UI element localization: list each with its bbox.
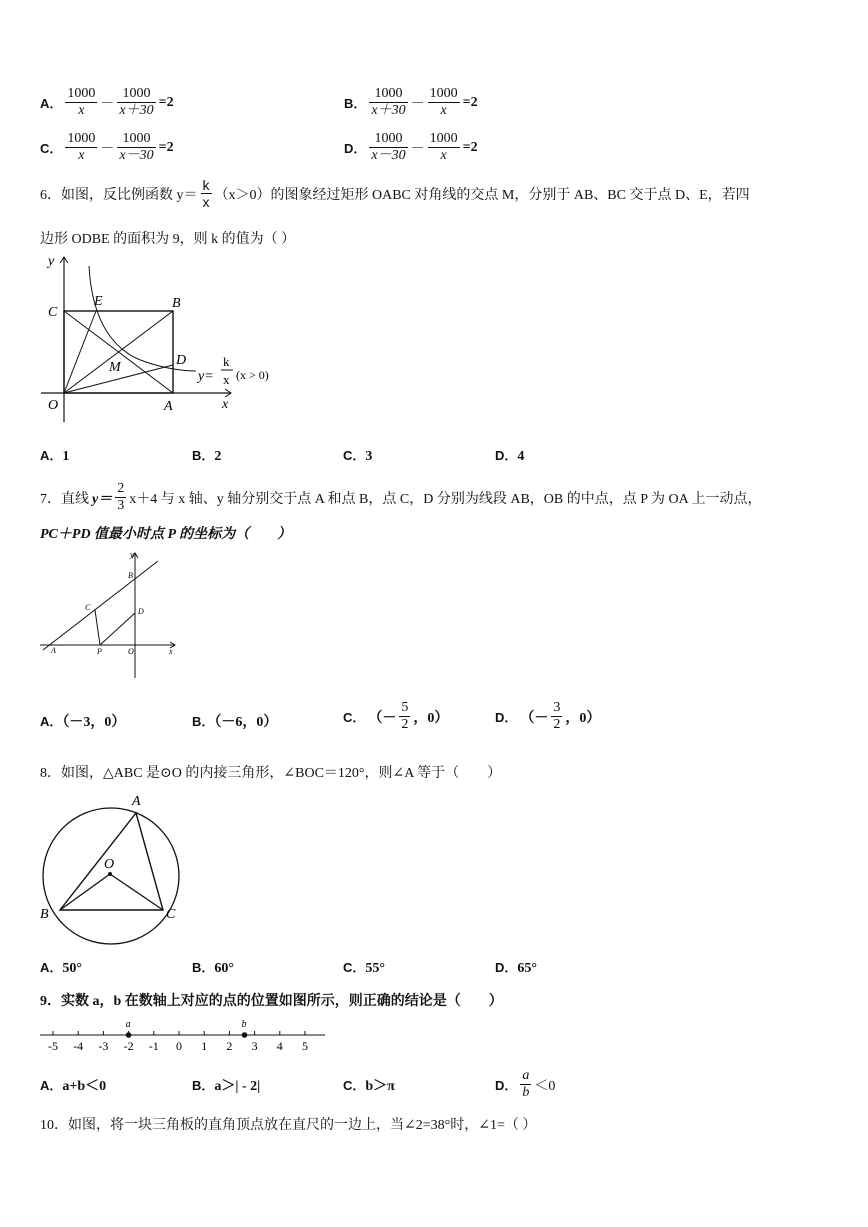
fraction: $\frac{1000}{x+30}$ <box>119 86 154 119</box>
q9-number-line <box>38 1014 330 1059</box>
fig-label-b: B <box>172 296 181 311</box>
fig-label-d: D <box>138 607 144 616</box>
fig-label-y: y <box>130 550 134 559</box>
q5-option-c[interactable]: C． $\frac{1000}{x}$ － $\frac{1000}{x-30}$ =2 <box>40 131 174 164</box>
q7-figure <box>38 548 183 683</box>
tick-label: -3 <box>98 1039 109 1053</box>
fraction: $\frac{1000}{x-30}$ <box>371 131 406 164</box>
q8-figure <box>36 790 196 950</box>
tick-label: 2 <box>226 1039 233 1053</box>
fraction: $\frac{1000}{x+30}$ <box>371 86 406 119</box>
q9-options <box>40 1068 640 1108</box>
fraction: $\frac{1000}{x}$ <box>429 86 458 119</box>
q9-option-b[interactable]: B．a＞| - 2| <box>192 1078 261 1094</box>
fig-label-c: C <box>85 603 91 612</box>
fraction: $\frac{1000}{x}$ <box>429 131 458 164</box>
fig-label-p: P <box>97 647 102 656</box>
q6-question-line2: 边形 ODBE 的面积为 9，则 k 的值为（ ） <box>40 232 296 247</box>
option-label: B． <box>344 96 367 112</box>
point-b-label: b <box>241 1019 247 1030</box>
fraction: $\frac{1000}{x}$ <box>67 86 96 119</box>
q7-question-line1: 7．直线 y＝ $\frac{2}{3}$ x＋4 与 x 轴、y 轴分别交于点 A 和点 B，点 C，D 分别为线段 AB，OB 的中点，点 P 为 OA 上一动点， <box>40 481 762 514</box>
fraction: $\frac{1000}{x}$ <box>67 131 96 164</box>
fig-label-y: y <box>48 254 55 269</box>
q5-option-b[interactable]: B． $\frac{1000}{x+30}$ － $\frac{1000}{x}$ =2 <box>344 86 478 119</box>
q9-option-a[interactable]: A．a+b＜0 <box>40 1078 107 1094</box>
fig-label-m: M <box>109 360 121 375</box>
fig-label-e: E <box>94 294 103 309</box>
tick-label: 4 <box>276 1039 283 1053</box>
fig-label-a: A <box>164 399 173 414</box>
fig-label-x: x <box>222 397 229 412</box>
option-label: A． <box>40 96 63 112</box>
tick-label: 0 <box>176 1039 182 1053</box>
tick-label: 3 <box>251 1039 258 1053</box>
option-label: C． <box>40 141 63 157</box>
q10-question: 10．如图，将一块三角板的直角顶点放在直尺的一边上，当∠2=38°时，∠1=（ ） <box>40 1118 537 1133</box>
q9-option-d[interactable]: D． $\frac{a}{b}$ ＜0 <box>495 1068 556 1101</box>
fig-label-c: C <box>166 907 176 922</box>
q8-option-a[interactable]: A．50° <box>40 960 82 976</box>
equation-rhs: =2 <box>158 139 174 155</box>
fig-label-o: O <box>104 857 115 872</box>
q7-option-b[interactable]: B．（－6，0） <box>192 714 278 730</box>
q5-option-d[interactable]: D． $\frac{1000}{x-30}$ － $\frac{1000}{x}$ =2 <box>344 131 478 164</box>
q9-option-c[interactable]: C．b＞π <box>343 1078 395 1094</box>
tick-label: -4 <box>73 1039 84 1053</box>
fig-label-d: D <box>176 353 187 368</box>
q6-option-a[interactable]: A．1 <box>40 448 70 464</box>
fig-label-a: A <box>51 646 56 655</box>
option-label: D． <box>344 141 367 157</box>
q6-question-line1: 6．如图，反比例函数 y＝ $\frac{k}{x}$ （x＞0）的图象经过矩形 OABC 对角线的交点 M，分别于 AB、BC 交于点 D、E，若四 <box>40 177 750 211</box>
q6-option-c[interactable]: C．3 <box>343 448 373 464</box>
tick-label: 5 <box>302 1039 308 1053</box>
curve-label-x: x <box>223 372 230 387</box>
fig-label-b: B <box>40 907 49 922</box>
fig-label-o: O <box>128 647 134 656</box>
point-a-label: a <box>125 1019 131 1030</box>
fraction: $\frac{k}{x}$ <box>202 177 210 211</box>
equation-rhs: =2 <box>462 94 478 110</box>
tick-label: -2 <box>123 1039 134 1053</box>
q8-option-d[interactable]: D．65° <box>495 960 537 976</box>
fig-label-c: C <box>48 305 58 320</box>
tick-label: -1 <box>148 1039 159 1053</box>
equation-rhs: =2 <box>462 139 478 155</box>
q7-option-a[interactable]: A．（－3，0） <box>40 714 126 730</box>
fig-label-o: O <box>48 398 59 413</box>
q5-option-a[interactable]: A． $\frac{1000}{x}$ － $\frac{1000}{x+30}$ =2 <box>40 86 174 119</box>
fraction: $\frac{2}{3}$ <box>117 481 125 514</box>
q6-option-b[interactable]: B．2 <box>192 448 222 464</box>
fraction: $\frac{1000}{x-30}$ <box>119 131 154 164</box>
fig-label-x: x <box>169 647 173 656</box>
fig-label-b: B <box>128 571 133 580</box>
q8-option-c[interactable]: C．55° <box>343 960 385 976</box>
q7-option-c[interactable]: C． （－ $\frac{5}{2}$ ，0） <box>343 700 449 733</box>
point-b-dot <box>242 1032 248 1038</box>
q8-option-b[interactable]: B．60° <box>192 960 234 976</box>
q7-option-d[interactable]: D． （－ $\frac{3}{2}$ ，0） <box>495 700 601 733</box>
curve-label-cond: (x > 0) <box>236 368 269 382</box>
equation-rhs: =2 <box>158 94 174 110</box>
q7-options <box>40 700 640 740</box>
q7-question-line2: PC＋PD 值最小时点 P 的坐标为（ ） <box>40 527 292 542</box>
q6-option-d[interactable]: D．4 <box>495 448 525 464</box>
point-a-dot <box>126 1032 132 1038</box>
tick-label: -5 <box>48 1039 58 1053</box>
q9-question: 9．实数 a，b 在数轴上对应的点的位置如图所示，则正确的结论是（ ） <box>40 994 503 1009</box>
fig-label-a: A <box>132 794 141 809</box>
curve-label-k: k <box>223 354 230 369</box>
q8-question: 8．如图，△ABC 是⊙O 的内接三角形，∠BOC＝120°，则∠A 等于（ ） <box>40 766 502 781</box>
q6-figure <box>36 252 286 427</box>
curve-label-y: y= <box>198 369 214 384</box>
tick-label: 1 <box>201 1039 208 1053</box>
